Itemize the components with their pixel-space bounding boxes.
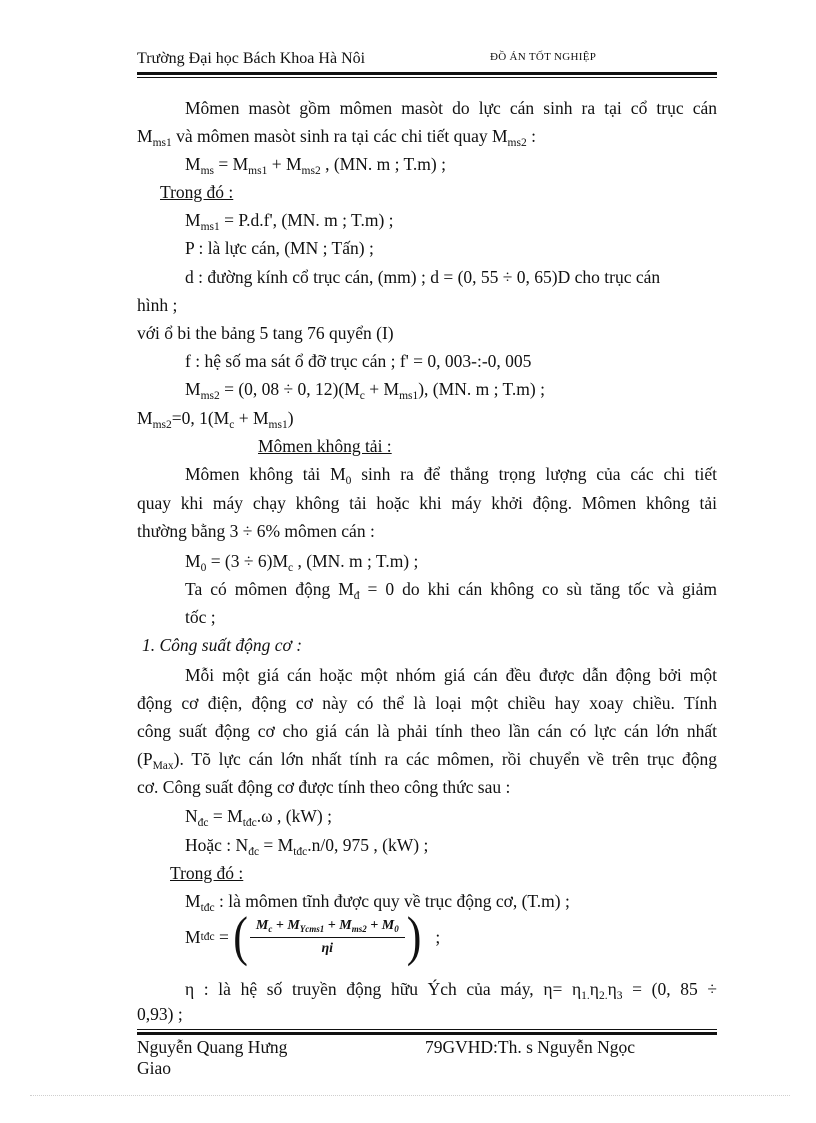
header-rule-thin	[137, 77, 717, 78]
footer-rule-thin	[137, 1029, 717, 1030]
footer-author-cont: Giao	[137, 1058, 172, 1078]
open-paren: (	[233, 905, 248, 967]
paragraph-line: tốc ;	[185, 607, 216, 627]
paragraph-line: hình ;	[137, 295, 178, 315]
definition-mtdc: $M_{tđc}$ : là mômen tĩnh được quy về trục động cơ, (T.m) ;	[185, 891, 570, 914]
paragraph-line: cơ. Công suất động cơ được tính theo công thức sau :	[137, 777, 511, 797]
paragraph-line: động cơ điện, động cơ này có thể là loại một chiều hay xoay chiều. Tính	[137, 693, 717, 713]
section-title: 1. Công suất động cơ :	[142, 635, 303, 655]
formula-ndc: $N_{đc} = M_{tđc}.\omega$ , (kW) ;	[185, 806, 332, 829]
paragraph-line: Mômen masòt gồm mômen masòt do lực cán sinh ra tại cổ trục cán	[185, 98, 717, 118]
formula-mms2-value: $M_{ms2}=0$, $1(M_c + M_{ms1})$	[137, 408, 294, 431]
trong-do-heading: Trong đó :	[160, 182, 234, 202]
paragraph-line: 0,93) ;	[137, 1004, 183, 1024]
fraction-numerator: $M_c + M_{Ycms1} + M_{ms2} + M_0$	[250, 918, 405, 938]
formula-ndc-alt: Hoặc : $N_{đc} = M_{tđc}.n/0$, 975 , (kW) ;	[185, 835, 429, 858]
footer-author: Nguyễn Quang Hưng	[137, 1037, 288, 1057]
header-rule-thick	[137, 72, 717, 75]
header-school: Trường Đại học Bách Khoa Hà Nôi	[137, 50, 366, 67]
definition-f: f : hệ số ma sát ổ đỡ trục cán ; f' = 0, 003-:-0, 005	[185, 351, 532, 371]
definition-d: d : đường kính cổ trục cán, (mm) ; d = (0, 55 ÷ 0, 65)D cho trục cán	[185, 267, 661, 287]
fraction-denominator: ηi	[321, 940, 334, 956]
definition-p: P : là lực cán, (MN ; Tấn) ;	[185, 238, 374, 258]
paragraph-line: Mỗi một giá cán hoặc một nhóm giá cán đều được dẫn động bởi một	[185, 665, 717, 685]
paragraph-line: với ổ bi the bảng 5 tang 76 quyển (I)	[137, 323, 394, 343]
trong-do-heading: Trong đó :	[170, 863, 244, 883]
footer-page-supervisor: 79GVHD:Th. s Nguyễn Ngọc	[425, 1037, 635, 1057]
close-paren: )	[406, 905, 422, 967]
fraction	[250, 918, 405, 957]
paragraph-line: Ta có mômen động $M_đ = 0$ do khi cán không co sù tăng tốc và giảm	[185, 579, 717, 602]
formula-mms1: $M_{ms1} = P.d.f'$, (MN. m ; T.m) ;	[185, 210, 394, 233]
definition-eta: η : là hệ số truyền động hữu Ých của máy, $\eta= \eta_{1.}\eta_{2.}\eta_3 = (0$, 85 ÷	[185, 979, 717, 1002]
formula-mms2: $M_{ms2} = (0$, 08 ÷ 0, $12)(M_c + M_{ms1})$, (MN. m ; T.m) ;	[185, 379, 545, 402]
paragraph-line: quay khi máy chạy không tải hoặc khi máy khởi động. Mômen không tải	[137, 493, 717, 513]
paragraph-line: $M_{ms1}$ và mômen masòt sinh ra tại các chi tiết quay $M_{ms2}$ :	[137, 126, 536, 149]
page-bottom-divider	[30, 1095, 790, 1096]
formula-mms: $M_{ms} = M_{ms1} + M_{ms2}$ , (MN. m ; T.m) ;	[185, 154, 446, 177]
paragraph-line: $(P_{Max})$. Tõ lực cán lớn nhất tính ra các mômen, rồi chuyển về trên trục động	[137, 749, 717, 772]
formula-m0: $M_0 = (3 \div 6)M_c$ , (MN. m ; T.m) ;	[185, 551, 419, 574]
formula-mtdc: M tđc = ( $\frac{M_c + M_{Ycms1} + M_{ms2} + M_0}{\eta i}$ ) ;	[185, 905, 441, 967]
paragraph-line: thường bằng 3 ÷ 6% mômen cán :	[137, 521, 375, 541]
footer-rule-thick	[137, 1032, 717, 1035]
header-project: ĐỒ ÁN TỐT NGHIỆP	[490, 51, 597, 63]
paragraph-line: công suất động cơ cho giá cán là phải tính theo lần cán có lực cán lớn nhất	[137, 721, 717, 741]
heading-khong-tai: Mômen không tải :	[258, 436, 392, 456]
paragraph-line: Mômen không tải $M_0$ sinh ra để thắng trọng lượng của các chi tiết	[185, 464, 717, 487]
